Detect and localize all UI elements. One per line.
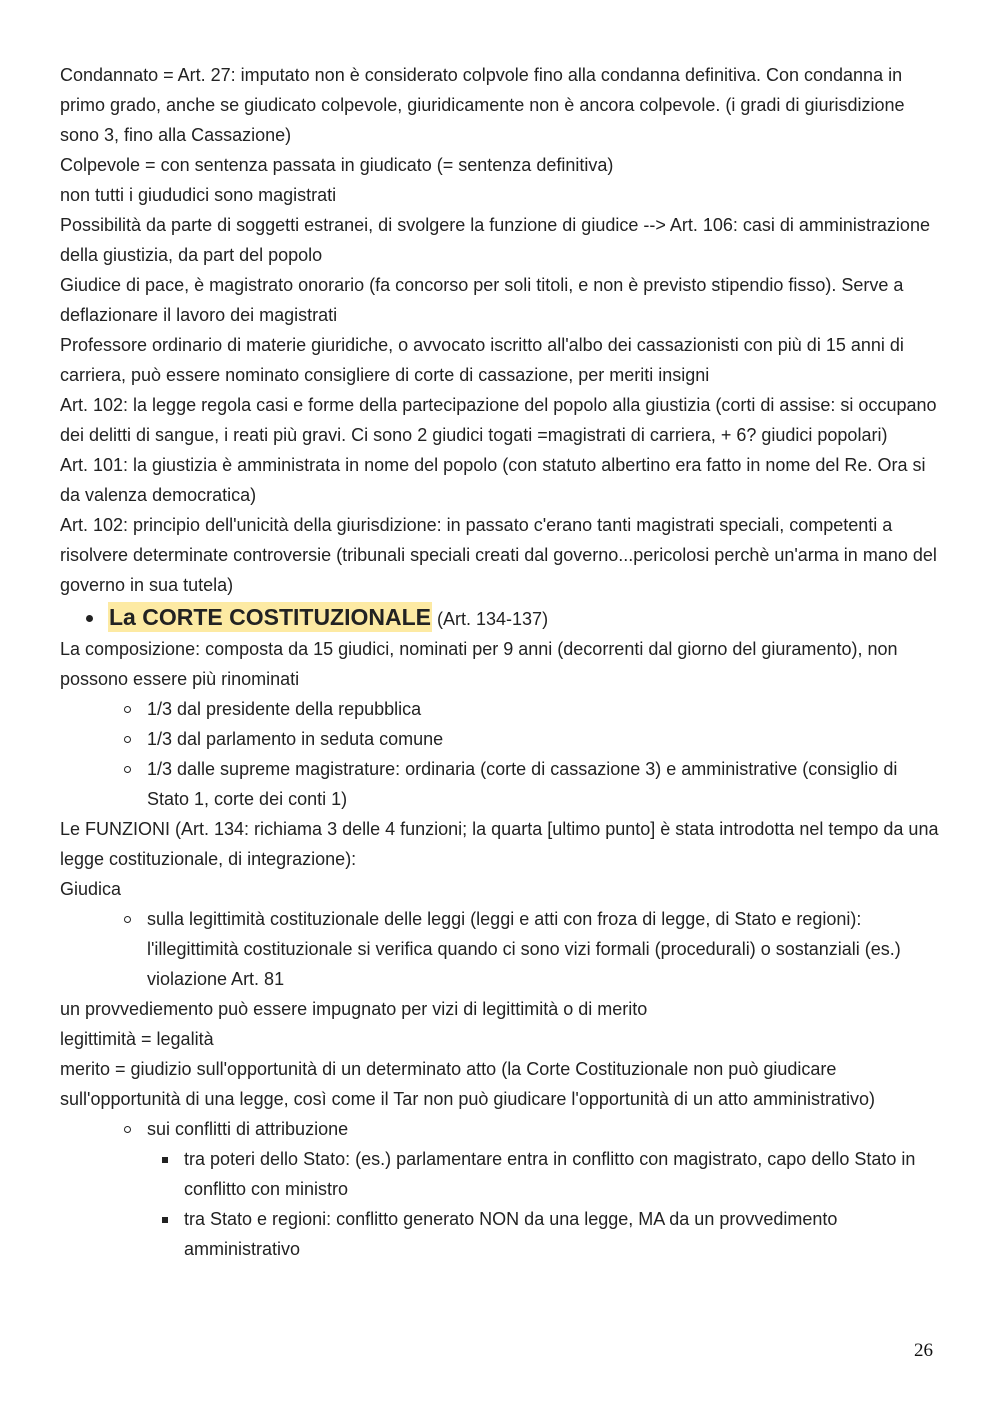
composition-list [60, 694, 940, 814]
section-title: La CORTE COSTITUZIONALE [109, 604, 431, 630]
composition-paragraph: La composizione: composta da 15 giudici, nominati per 9 anni (decorrenti dal giorno del giuramento), non possono essere più rinominati [60, 639, 898, 689]
giudica-label: Giudica [60, 879, 122, 899]
paragraph: Possibilità da parte di soggetti estranei, di svolgere la funzione di giudice --> Art. 106: casi di amministrazione della giustizia, da part del popolo [60, 215, 930, 265]
list-item: tra Stato e regioni: conflitto generato NON da una legge, MA da un provvedimento amministrativo [60, 1204, 940, 1264]
square-bullet-icon [162, 1157, 168, 1163]
section-heading-list [60, 602, 940, 634]
paragraph: Giudice di pace, è magistrato onorario (fa concorso per soli titoli, e non è previsto stipendio fisso). Serve a deflazionare il lavoro dei magistrati [60, 275, 904, 325]
list-item: 1/3 dal presidente della repubblica [60, 694, 940, 724]
bullet-icon [86, 615, 93, 622]
conflicts-list [60, 1114, 940, 1144]
paragraph: merito = giudizio sull'opportunità di un determinato atto (la Corte Costituzionale non può giudicare sull'opportunità di una legge, così come il Tar non può giudicare l'opportunità di un atto amministrativo) [60, 1059, 876, 1109]
functions-list [60, 904, 940, 994]
circle-bullet-icon [124, 766, 131, 773]
functions-paragraph: Le FUNZIONI (Art. 134: richiama 3 delle 4 funzioni; la quarta [ultimo punto] è stata introdotta nel tempo da una legge costituzionale, di integrazione): [60, 819, 939, 869]
conflicts-sublist [60, 1144, 940, 1264]
list-item: 1/3 dalle supreme magistrature: ordinaria (corte di cassazione 3) e amministrative (consiglio di Stato 1, corte dei conti 1) [60, 754, 940, 814]
paragraph: Art. 102: principio dell'unicità della giurisdizione: in passato c'erano tanti magistrati speciali, competenti a risolvere determinate controversie (tribunali speciali creati dal governo...pericolosi perchè un'arma in mano del governo in sua tutela) [60, 515, 937, 595]
paragraph: Colpevole = con sentenza passata in giudicato (= sentenza definitiva) [60, 155, 614, 175]
paragraph: un provvediemento può essere impugnato per vizi di legittimità o di merito [60, 999, 648, 1019]
section-subtitle: (Art. 134-137) [437, 609, 549, 629]
circle-bullet-icon [124, 706, 131, 713]
square-bullet-icon [162, 1217, 168, 1223]
list-item: 1/3 dal parlamento in seduta comune [60, 724, 940, 754]
page-number: 26 [914, 1340, 933, 1361]
paragraph: legittimità = legalità [60, 1029, 214, 1049]
paragraph: Condannato = Art. 27: imputato non è considerato colpvole fino alla condanna definitiva. Con condanna in primo grado, anche se giudicato colpevole, giuridicamente non è ancora colpevole. (i gradi di giurisdizione sono 3, fino alla Cassazione) [60, 65, 905, 145]
section-heading [60, 602, 940, 634]
paragraph: Professore ordinario di materie giuridiche, o avvocato iscritto all'albo dei cassazionisti con più di 15 anni di carriera, può essere nominato consigliere di corte di cassazione, per meriti insigni [60, 335, 904, 385]
circle-bullet-icon [124, 736, 131, 743]
list-item: tra poteri dello Stato: (es.) parlamentare entra in conflitto con magistrato, capo dello Stato in conflitto con ministro [60, 1144, 940, 1204]
circle-bullet-icon [124, 916, 131, 923]
paragraph: Art. 102: la legge regola casi e forme della partecipazione del popolo alla giustizia (corti di assise: si occupano dei delitti di sangue, i reati più gravi. Ci sono 2 giudici togati =magistrati di carriera, + 6? giudici popolari) [60, 395, 937, 445]
list-item: sulla legittimità costituzionale delle leggi (leggi e atti con froza di legge, di Stato e regioni): l'illegittimità costituzionale si verifica quando ci sono vizi formali (procedurali) o sostanziali (es.) violazione Art. 81 [60, 904, 940, 994]
circle-bullet-icon [124, 1126, 131, 1133]
paragraph: Art. 101: la giustizia è amministrata in nome del popolo (con statuto albertino era fatto in nome del Re. Ora si da valenza democratica) [60, 455, 926, 505]
list-item: sui conflitti di attribuzione [60, 1114, 940, 1144]
document-body [60, 60, 940, 1264]
paragraph: non tutti i giududici sono magistrati [60, 185, 337, 205]
